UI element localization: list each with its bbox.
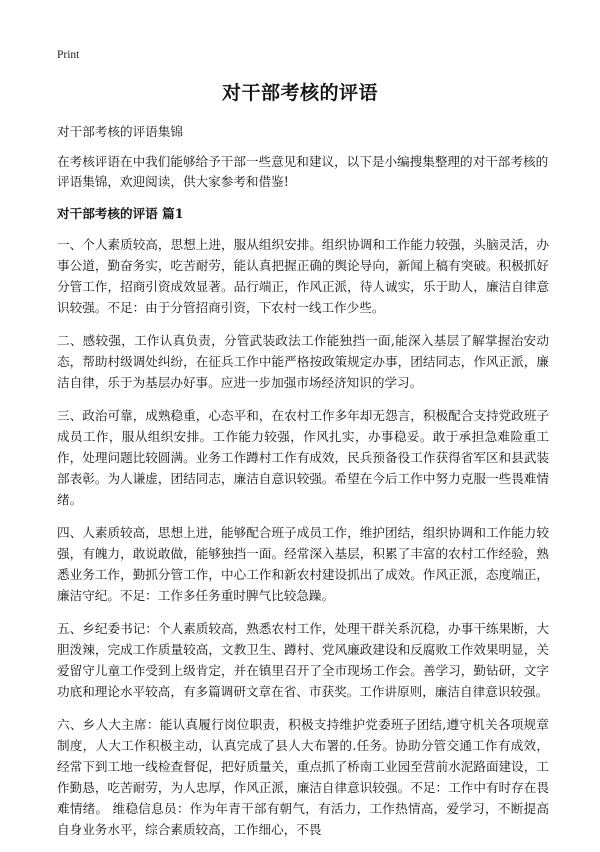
evaluation-paragraph-6: 六、乡人大主席：能认真履行岗位职责，积极支持维护党委班子团结,遵守机关各项规章制度，人大工作积极主动，认真完成了县人大布署的.任务。协助分管交通工作有成效，经常下到工地一线检查督促，把好质量关，重点抓了桥南工业园至营前水泥路面建设，工作勤恳，吃苦耐劳，为人忠厚，作风正派，廉洁自律意识较强。不足：工作中有时存在畏难情绪。 维稳信息员：作为年青干部有朝气，有活力，工作热情高，爱学习，不断提高自身业务水平，综合素质较高，工作细心，不畏 [57,717,549,837]
document-body [57,122,549,852]
page-title: 对干部考核的评语 [221,82,378,104]
section-heading: 对干部考核的评语 篇1 [57,206,184,221]
evaluation-paragraph-1: 一、个人素质较高，思想上进，服从组织安排。组织协调和工作能力较强，头脑灵活，办事公道，勤奋务实，吃苦耐劳，能认真把握正确的舆论导向，新闻上稿有突破。积极抓好分管工作，招商引资成效显著。品行端正，作风正派，待人诚实，乐于助人，廉洁自律意识较强。不足：由于分管招商引资，下农村一线工作少些。 [57,237,549,315]
evaluation-paragraph-4: 四、人素质较高，思想上进，能够配合班子成员工作，维护团结，组织协调和工作能力较强，有魄力，敢说敢做，能够独挡一面。经常深入基层，积累了丰富的农村工作经验，熟悉业务工作，勤抓分管工作，中心工作和新农村建设抓出了成效。作风正派，态度端正，廉洁守纪。不足：工作多任务重时脾气比较急躁。 [57,525,549,603]
evaluation-paragraph-2: 二、感较强，工作认真负责，分管武装政法工作能独挡一面,能深入基层了解掌握治安动态，帮助村级调处纠纷，在征兵工作中能严格按政策规定办事，团结同志，作风正派，廉洁自律，乐于为基层办好事。应进一步加强市场经济知识的学习。 [57,333,549,390]
intro-paragraph: 在考核评语在中我们能够给予干部一些意见和建议，以下是小编搜集整理的对干部考核的评语集锦，欢迎阅读，供大家参考和借鉴! [57,154,549,189]
print-link[interactable]: Print [57,49,80,61]
evaluation-paragraph-5: 五、乡纪委书记：个人素质较高，熟悉农村工作，处理干群关系沉稳，办事干练果断，大胆泼辣，完成工作质量较高，文教卫生、蹲村、党风廉政建设和反腐败工作效果明显，关爱留守儿童工作受到上级肯定，并在镇里召开了全市现场工作会。善学习，勤钻研，文字功底和理论水平较高，有多篇调研文章在省、市获奖。工作讲原则，廉洁自律意识较强。 [57,621,549,699]
evaluation-paragraph-3: 三、政治可靠，成熟稳重，心态平和，在农村工作多年却无怨言，积极配合支持党政班子成员工作，服从组织安排。工作能力较强，作风扎实，办事稳妥。敢于承担急难险重工作，处理问题比较圆满。业务工作蹲村工作有成效，民兵预备役工作获得省军区和县武装部表彰。为人谦虚，团结同志，廉洁自意识较强。希望在今后工作中努力克服一些畏难情绪。 [57,408,549,507]
document-subtitle: 对干部考核的评语集锦 [57,124,183,139]
